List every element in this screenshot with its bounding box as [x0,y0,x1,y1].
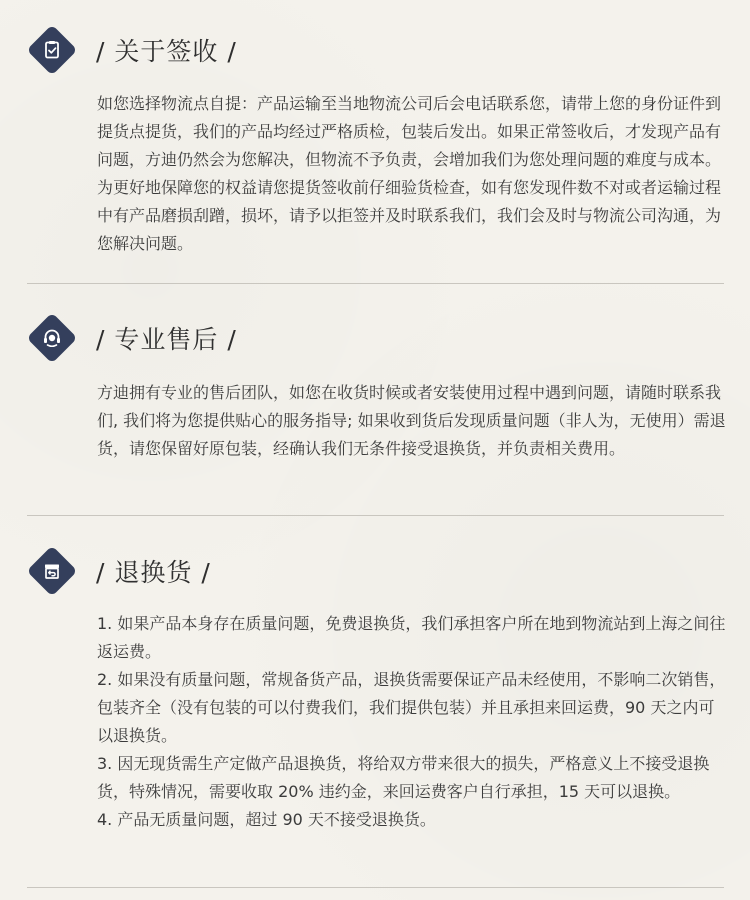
section-body [97,610,727,834]
section-header [26,545,211,597]
paragraph: 如您选择物流点自提：产品运输至当地物流公司后会电话联系您，请带上您的身份证件到提货点提货，我们的产品均经过严格质检，包装后发出。如果正常签收后，才发现产品有问题，方迪仍然会为您解决，但物流不予负责，会增加我们为您处理问题的难度与成本。为更好地保障您的权益请您提货签收前仔细验货检查，如有您发现件数不对或者运输过程中有产品磨损刮蹭，损坏，请予以拒签并及时联系我们，我们会及时与物流公司沟通，为您解决问题。 [97,94,722,253]
section-title: / 退换货 / [96,558,211,587]
list-item: 3. 因无现货需生产定做产品退换货，将给双方带来很大的损失，严格意义上不接受退换货，特殊情况，需要收取 20% 违约金，来回运费客户自行承担，15 天可以退换。 [97,754,710,801]
divider [27,887,724,888]
return-box-icon [26,545,78,597]
section-title: / 专业售后 / [96,325,237,354]
clipboard-check-icon [26,24,78,76]
section-header [26,312,237,364]
divider [27,283,724,284]
section-header [26,24,237,76]
list-item: 2. 如果没有质量问题，常规备货产品，退换货需要保证产品未经使用，不影响二次销售，包装齐全（没有包装的可以付费我们，我们提供包装）并且承担来回运费，90 天之内可以退换货。 [97,670,726,745]
paragraph: 方迪拥有专业的售后团队，如您在收货时候或者安装使用过程中遇到问题，请随时联系我们, 我们将为您提供贴心的服务指导; 如果收到货后发现质量问题（非人为，无使用）需退货，请您保留好原包装，经确认我们无条件接受退换货，并负责相关费用。 [97,383,726,458]
list-item: 1. 如果产品本身存在质量问题，免费退换货，我们承担客户所在地到物流站到上海之间往返运费。 [97,614,726,661]
customer-service-icon [26,312,78,364]
divider [27,515,724,516]
section-title: / 关于签收 / [96,37,237,66]
section-body [97,90,727,258]
section-body [97,379,727,463]
list-item: 4. 产品无质量问题，超过 90 天不接受退换货。 [97,810,436,829]
